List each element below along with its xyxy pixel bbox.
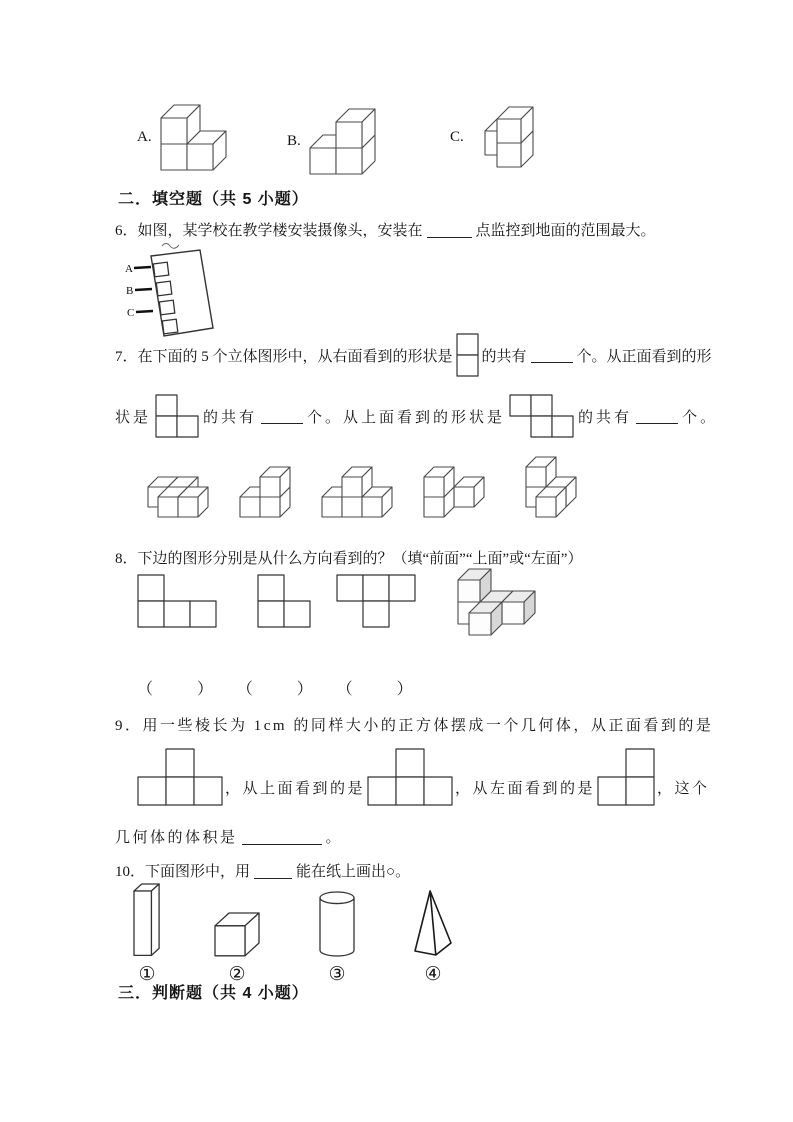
q9-text-2: ，从上面看到的是 [225,781,366,797]
q9-text-6: 。 [325,830,344,846]
q7-answer-blank-1 [531,347,573,363]
q7-text-4: 状是 [115,409,152,426]
q7-solid-figure-2 [239,466,291,518]
q8-view-figure-2 [257,574,311,628]
option-a-label: A. [137,129,152,145]
q8-paren-1: （ ） [137,681,214,698]
q8-paren-3: （ ） [336,681,413,698]
q10-label-2: ② [228,963,246,985]
option-c-cube-figure [472,106,534,168]
q9-front-view-figure [137,748,223,806]
q7-top-view-shape [509,394,574,438]
q10-cylinder-figure [319,891,355,957]
q8-paren-2: （ ） [236,681,313,698]
q9-left-view-figure [597,748,655,806]
question-9-line-3 [115,826,343,847]
option-c [450,106,534,168]
q8-view-figure-1 [137,574,217,628]
section-heading-judge: 三．判断题（共 4 小题） [118,985,309,1002]
q10-label-4: ④ [424,963,442,985]
q7-solid-figure-5 [515,456,577,518]
question-10-figures-row [112,884,468,984]
q7-text-2: 的共有 [481,348,527,365]
question-8-parens-row [137,676,433,699]
q7-text-6: 个。从上面看到的形状是 [307,409,506,426]
option-b-label: B. [287,133,301,149]
q7-right-view-shape [456,333,479,377]
q10-text-post: 能在纸上画出○。 [296,864,411,880]
q6-answer-blank [427,222,472,238]
q7-text-7: 的共有 [578,409,633,426]
question-7-line-2 [115,388,718,444]
q7-text-1: 7．在下面的 5 个立体图形中，从右面看到的形状是 [115,348,453,365]
q9-text-4: ，这个 [657,781,710,797]
q6-point-label-a: A [125,263,133,275]
q7-solid-figure-3 [321,466,393,518]
q10-cuboid-figure [133,883,161,957]
q10-item-1 [112,884,182,984]
q6-building-figure [124,242,219,342]
q8-solid-figure [446,568,536,636]
option-b [287,108,376,175]
q6-text-pre: 6．如图，某学校在教学楼安装摄像头，安装在 [115,223,423,239]
q7-text-8: 个。 [682,409,719,426]
question-8-text: 8．下边的图形分别是从什么方向看到的？（填“前面”“上面”或“左面”） [115,551,583,567]
question-7-solids-row [137,456,577,518]
question-6-text [115,219,656,240]
q6-tick-c [136,311,153,312]
q7-answer-blank-2 [261,408,303,424]
question-9-line-1: 9．用一些棱长为 1cm 的同样大小的正方体摆成一个几何体，从正面看到的是 [115,718,714,734]
q8-view-figure-3 [336,574,416,628]
q10-item-4 [398,884,468,984]
q10-text-pre: 10．下面图形中，用 [115,864,251,880]
q6-tick-a [134,267,151,268]
q6-window-1 [153,262,168,277]
q9-text-5: 几何体的体积是 [115,830,238,846]
option-c-label: C. [450,128,464,145]
q10-label-1: ① [138,963,156,985]
q7-answer-blank-3 [636,408,678,424]
q6-window-2 [156,281,171,296]
q9-text-3: ，从左面看到的是 [455,781,596,797]
question-10-text [115,860,410,881]
option-b-cube-figure [309,108,376,175]
q7-text-5: 的共有 [203,409,258,426]
q7-solid-figure-1 [137,476,209,518]
q7-text-3: 个。从正面看到的形 [576,348,712,365]
q6-tick-b [135,289,152,290]
q7-solid-figure-4 [423,466,485,518]
q6-window-3 [159,300,174,315]
q6-text-post: 点监控到地面的范围最大。 [475,223,656,239]
q10-pyramid-figure [413,889,453,957]
section-heading-fill-in: 二．填空题（共 5 小题） [118,191,309,208]
answer-options-row [137,98,737,180]
q10-item-3 [302,884,372,984]
q10-cube-figure [214,912,261,957]
question-8-figures-row [137,574,536,636]
q6-point-label-c: C [127,307,135,319]
option-a [137,104,227,171]
q7-front-view-shape [155,394,199,438]
q6-scribble [162,244,179,249]
question-9-figures-row [137,748,712,806]
q10-item-2 [202,884,272,984]
question-7-line-1 [115,330,712,380]
q10-answer-blank [254,863,292,879]
q10-label-3: ③ [328,963,346,985]
q9-top-view-figure [367,748,453,806]
q6-point-label-b: B [126,285,134,297]
option-a-cube-figure [160,104,227,171]
q9-answer-blank [242,829,322,845]
